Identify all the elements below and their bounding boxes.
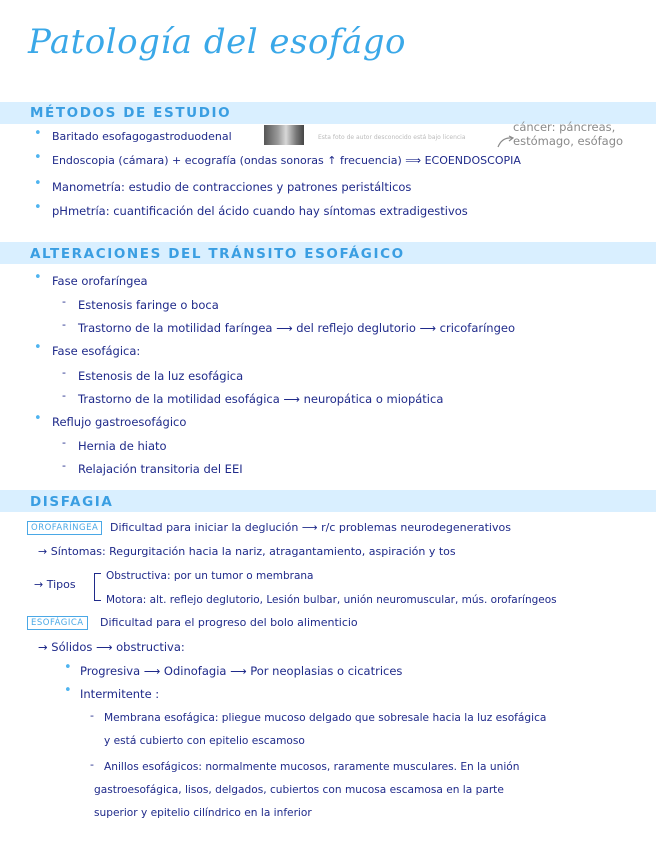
cancer-note-line1: cáncer: páncreas, xyxy=(513,120,616,134)
sintomas-text: → Síntomas: Regurgitación hacia la nariz, atragantamiento, aspiración y tos xyxy=(38,545,456,558)
tipo-motora: Motora: alt. reflejo deglutorio, Lesión bulbar, unión neuromuscular, mús. orofaríngeos xyxy=(106,594,557,606)
bullet-icon: • xyxy=(34,340,42,355)
list-item: Estenosis faringe o boca xyxy=(78,298,219,312)
membrana-line1: Membrana esofágica: pliegue mucoso delgado que sobresale hacia la luz esofágica xyxy=(104,712,547,724)
bullet-icon: • xyxy=(34,411,42,426)
list-item: Manometría: estudio de contracciones y patrones peristálticos xyxy=(52,180,412,194)
dash-icon: - xyxy=(62,318,66,331)
dash-icon: - xyxy=(62,366,66,379)
bullet-icon: • xyxy=(34,176,42,191)
list-item: Relajación transitoria del EEI xyxy=(78,462,243,476)
bullet-icon: • xyxy=(34,200,42,215)
intermitente-text: Intermitente : xyxy=(80,687,160,701)
bullet-icon: • xyxy=(34,270,42,285)
section-heading-metodos: MÉTODOS DE ESTUDIO xyxy=(30,105,232,121)
dash-icon: - xyxy=(62,389,66,402)
anillos-line3: superior y epitelio cilíndrico en la inferior xyxy=(94,807,312,819)
solidos-text: → Sólidos ⟶ obstructiva: xyxy=(38,640,185,654)
list-item: Fase esofágica: xyxy=(52,344,141,358)
list-item: Baritado esofagogastroduodenal xyxy=(52,130,232,143)
tipo-obstructiva: Obstructiva: por un tumor o membrana xyxy=(106,570,314,582)
progresiva-text: Progresiva ⟶ Odinofagia ⟶ Por neoplasias o cicatrices xyxy=(80,664,403,678)
page-title: Patología del esofágo xyxy=(28,22,407,62)
bullet-icon: • xyxy=(34,126,42,141)
anillos-line1: Anillos esofágicos: normalmente mucosos, raramente musculares. En la unión xyxy=(104,761,520,773)
section-heading-disfagia: DISFAGIA xyxy=(30,494,114,510)
cancer-note-line2: estómago, esófago xyxy=(513,134,624,148)
dash-icon: - xyxy=(90,758,94,771)
tag-orofaringea: OROFARÍNGEA xyxy=(27,521,102,535)
section-heading-alteraciones: ALTERACIONES DEL TRÁNSITO ESOFÁGICO xyxy=(30,246,405,262)
orofaringea-text: Dificultad para iniciar la deglución ⟶ r/c problemas neurodegenerativos xyxy=(110,521,511,534)
list-item: Endoscopia (cámara) + ecografía (ondas sonoras ↑ frecuencia) ⟹ ECOENDOSCOPIA xyxy=(52,154,521,167)
list-item: Trastorno de la motilidad faríngea ⟶ del reflejo deglutorio ⟶ cricofaríngeo xyxy=(78,321,516,335)
bullet-icon: • xyxy=(64,683,72,698)
list-item: Fase orofaríngea xyxy=(52,274,148,288)
list-item: pHmetría: cuantificación del ácido cuando hay síntomas extradigestivos xyxy=(52,204,468,218)
brace-icon xyxy=(94,573,101,601)
esofagica-text: Dificultad para el progreso del bolo alimenticio xyxy=(100,616,358,629)
image-caption: Esta foto de autor desconocido está bajo licencia xyxy=(318,134,466,141)
tag-esofagica: ESOFÁGICA xyxy=(27,616,88,630)
membrana-line2: y está cubierto con epitelio escamoso xyxy=(104,735,305,747)
list-item: Estenosis de la luz esofágica xyxy=(78,369,244,383)
list-item: Hernia de hiato xyxy=(78,439,167,453)
list-item: Trastorno de la motilidad esofágica ⟶ neuropática o miopática xyxy=(78,392,444,406)
dash-icon: - xyxy=(90,709,94,722)
anillos-line2: gastroesofágica, lisos, delgados, cubiertos con mucosa escamosa en la parte xyxy=(94,784,504,796)
tipos-label: → Tipos xyxy=(34,578,76,591)
esophagus-image xyxy=(264,125,304,145)
list-item: Reflujo gastroesofágico xyxy=(52,415,187,429)
bullet-icon: • xyxy=(34,150,42,165)
dash-icon: - xyxy=(62,295,66,308)
dash-icon: - xyxy=(62,436,66,449)
bullet-icon: • xyxy=(64,660,72,675)
dash-icon: - xyxy=(62,459,66,472)
